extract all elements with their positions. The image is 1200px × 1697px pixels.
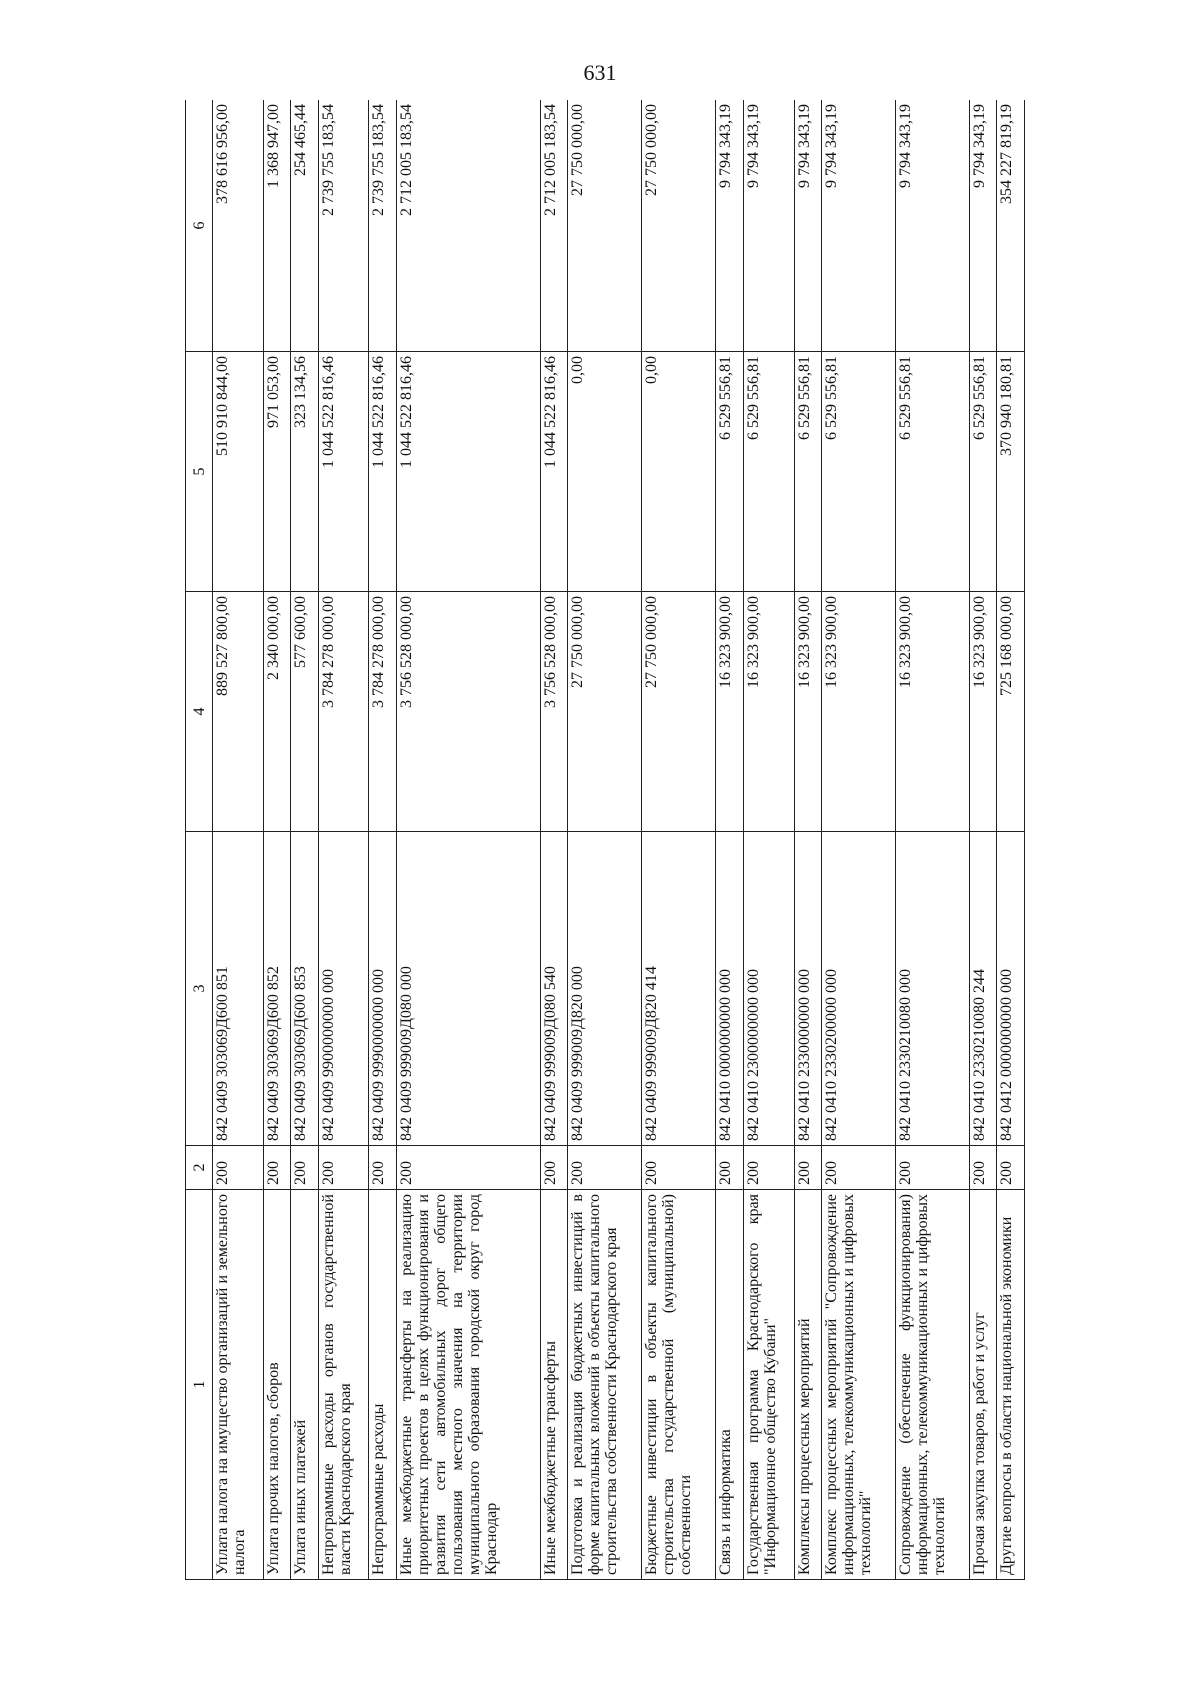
table-row [291,100,318,1580]
row-value6-cell: 9 794 343,19 [821,100,895,352]
row-value6-cell: 2 712 005 183,54 [396,100,540,352]
row-code-cell: 842 0410 2330210080 244 [970,832,997,1146]
row-col2-cell: 200 [997,1146,1025,1190]
row-name-cell: Уплата прочих налогов, сборов [263,1190,290,1580]
row-col2-cell: 200 [318,1146,369,1190]
row-name-cell: Уплата налога на имущество организаций и земельного налога [213,1190,264,1580]
row-name-cell: Подготовка и реализация бюджетных инвестиций в форме капитальных вложений в объекты капитального строительства собственности Краснодарского края [568,1190,642,1580]
row-value5-cell: 971 053,00 [263,352,290,592]
row-code-cell: 842 0409 303069Д600 853 [291,832,318,1146]
row-code-cell: 842 0409 999009Д080 000 [396,832,540,1146]
row-col2-cell: 200 [743,1146,794,1190]
row-code-cell: 842 0410 2300000000 000 [743,832,794,1146]
column-header-1: 1 [186,1190,213,1580]
row-value4-cell: 3 756 528 000,00 [540,592,567,832]
row-col2-cell: 200 [895,1146,969,1190]
row-value5-cell: 0,00 [642,352,716,592]
row-col2-cell: 200 [821,1146,895,1190]
table-row [821,100,895,1580]
row-col2-cell: 200 [369,1146,396,1190]
table-row [895,100,969,1580]
row-name-cell: Прочая закупка товаров, работ и услуг [970,1190,997,1580]
row-col2-cell: 200 [396,1146,540,1190]
table-row [318,100,369,1580]
column-header-5: 5 [186,352,213,592]
row-code-cell: 842 0410 2330000000 000 [794,832,821,1146]
row-value5-cell: 323 134,56 [291,352,318,592]
row-value4-cell: 3 756 528 000,00 [396,592,540,832]
row-col2-cell: 200 [213,1146,264,1190]
table-row [716,100,743,1580]
row-name-cell: Уплата иных платежей [291,1190,318,1580]
row-value5-cell: 1 044 522 816,46 [369,352,396,592]
table-row [997,100,1025,1580]
row-name-cell: Бюджетные инвестиции в объекты капитального строительства государственной (муниципальной) собственности [642,1190,716,1580]
table-container [185,100,1025,1580]
table-row [970,100,997,1580]
row-code-cell: 842 0409 999009Д820 414 [642,832,716,1146]
row-value4-cell: 16 323 900,00 [895,592,969,832]
row-name-cell: Непрограммные расходы органов государственной власти Краснодарского края [318,1190,369,1580]
row-value4-cell: 725 168 000,00 [997,592,1025,832]
row-value4-cell: 16 323 900,00 [970,592,997,832]
row-code-cell: 842 0409 303069Д600 852 [263,832,290,1146]
row-value6-cell: 9 794 343,19 [716,100,743,352]
row-value5-cell: 510 910 844,00 [213,352,264,592]
row-code-cell: 842 0409 999009Д820 000 [568,832,642,1146]
row-col2-cell: 200 [642,1146,716,1190]
row-col2-cell: 200 [291,1146,318,1190]
budget-table [185,100,1025,1580]
page-number: 631 [583,60,617,85]
row-name-cell: Сопровождение (обеспечение функционирования) информационных, телекоммуникационных и цифровых технологий [895,1190,969,1580]
row-value6-cell: 254 465,44 [291,100,318,352]
column-header-3: 3 [186,832,213,1146]
row-value5-cell: 6 529 556,81 [716,352,743,592]
row-code-cell: 842 0410 2330200000 000 [821,832,895,1146]
row-col2-cell: 200 [540,1146,567,1190]
table-row [396,100,540,1580]
row-name-cell: Связь и информатика [716,1190,743,1580]
row-code-cell: 842 0412 0000000000 000 [997,832,1025,1146]
row-code-cell: 842 0409 303069Д600 851 [213,832,264,1146]
rotated-table-frame [185,100,1025,1580]
row-name-cell: Комплекс процессных мероприятий "Сопровождение информационных, телекоммуникационных и цифровых технологий" [821,1190,895,1580]
row-value5-cell: 6 529 556,81 [895,352,969,592]
column-header-2: 2 [186,1146,213,1190]
row-value6-cell: 1 368 947,00 [263,100,290,352]
row-col2-cell: 200 [794,1146,821,1190]
row-code-cell: 842 0410 0000000000 000 [716,832,743,1146]
row-name-cell: Иные межбюджетные трансферты [540,1190,567,1580]
row-value6-cell: 27 750 000,00 [568,100,642,352]
row-name-cell: Комплексы процессных мероприятий [794,1190,821,1580]
row-value4-cell: 16 323 900,00 [716,592,743,832]
row-value4-cell: 16 323 900,00 [794,592,821,832]
header-row [186,100,213,1580]
row-value6-cell: 378 616 956,00 [213,100,264,352]
row-value4-cell: 16 323 900,00 [821,592,895,832]
row-value6-cell: 9 794 343,19 [743,100,794,352]
row-col2-cell: 200 [970,1146,997,1190]
column-header-4: 4 [186,592,213,832]
row-value5-cell: 6 529 556,81 [743,352,794,592]
row-name-cell: Непрограммные расходы [369,1190,396,1580]
table-row [794,100,821,1580]
row-value6-cell: 2 712 005 183,54 [540,100,567,352]
row-value4-cell: 27 750 000,00 [642,592,716,832]
row-code-cell: 842 0410 2330210080 000 [895,832,969,1146]
row-value4-cell: 889 527 800,00 [213,592,264,832]
table-row [568,100,642,1580]
row-value5-cell: 370 940 180,81 [997,352,1025,592]
table-body [213,100,1025,1580]
row-code-cell: 842 0409 9990000000 000 [369,832,396,1146]
row-value4-cell: 16 323 900,00 [743,592,794,832]
table-row [642,100,716,1580]
table-row [213,100,264,1580]
row-value4-cell: 577 600,00 [291,592,318,832]
row-value4-cell: 3 784 278 000,00 [318,592,369,832]
row-value5-cell: 6 529 556,81 [970,352,997,592]
row-name-cell: Другие вопросы в области национальной экономики [997,1190,1025,1580]
table-row [369,100,396,1580]
row-value6-cell: 2 739 755 183,54 [369,100,396,352]
row-value6-cell: 2 739 755 183,54 [318,100,369,352]
row-name-cell: Государственная программа Краснодарского края "Информационное общество Кубани" [743,1190,794,1580]
row-col2-cell: 200 [568,1146,642,1190]
row-col2-cell: 200 [263,1146,290,1190]
row-code-cell: 842 0409 999009Д080 540 [540,832,567,1146]
table-row [743,100,794,1580]
row-value4-cell: 27 750 000,00 [568,592,642,832]
table-row [540,100,567,1580]
row-value6-cell: 354 227 819,19 [997,100,1025,352]
row-value6-cell: 9 794 343,19 [794,100,821,352]
column-header-6: 6 [186,100,213,352]
row-code-cell: 842 0409 9900000000 000 [318,832,369,1146]
row-value5-cell: 1 044 522 816,46 [540,352,567,592]
row-value6-cell: 27 750 000,00 [642,100,716,352]
row-value4-cell: 2 340 000,00 [263,592,290,832]
row-name-cell: Иные межбюджетные трансферты на реализацию приоритетных проектов в целях функционирования и развития сети автомобильных дорог общего пользования местного значения на территории муниципального образования городской округ город Краснодар [396,1190,540,1580]
row-value5-cell: 1 044 522 816,46 [396,352,540,592]
row-value5-cell: 6 529 556,81 [821,352,895,592]
table-row [263,100,290,1580]
row-value5-cell: 1 044 522 816,46 [318,352,369,592]
row-value5-cell: 6 529 556,81 [794,352,821,592]
row-value4-cell: 3 784 278 000,00 [369,592,396,832]
row-value5-cell: 0,00 [568,352,642,592]
row-value6-cell: 9 794 343,19 [895,100,969,352]
row-col2-cell: 200 [716,1146,743,1190]
row-value6-cell: 9 794 343,19 [970,100,997,352]
